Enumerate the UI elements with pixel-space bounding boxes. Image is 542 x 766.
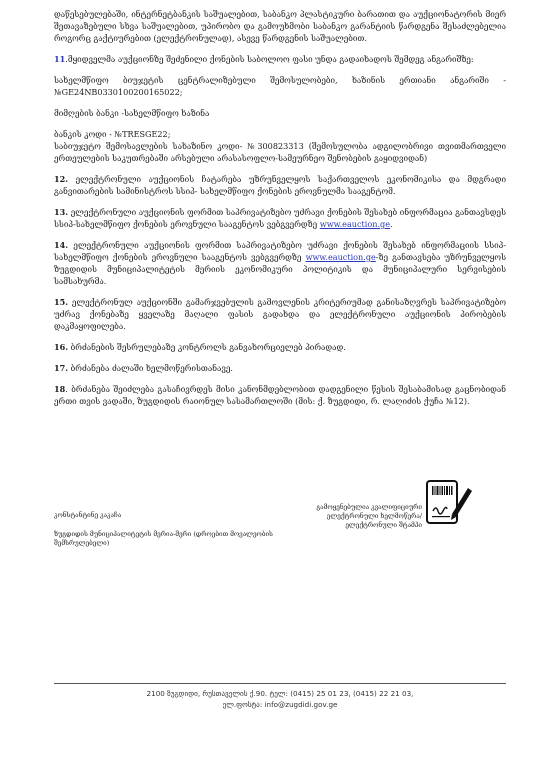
signer-position: ზუგდიდის მუნიციპალიტეტის მერია-მერი (დროებით მოვალეობის შემსრულებელი): [54, 530, 273, 547]
clause-text-end: -ზე განთავსება უზრუნველყოს ზუგდიდის მუნიციპალიტეტის მერიის ეკონომიკური პოლიტიკის და მუნიციპალური სერვისების სამსახურმა.: [54, 252, 506, 286]
document-body: [54, 0, 506, 407]
clause-number: 16.: [54, 342, 69, 352]
clause-17: [54, 362, 506, 374]
clause-number: 15.: [54, 297, 69, 307]
clause-11: [54, 53, 506, 65]
footer-divider: [54, 683, 506, 684]
clause-text: ელექტრონული აუქციონის ფორმით საპრივატიზებო უძრავი ქონების შესახებ ინფორმაციის სსიპ-სახელმწიფო ქონების ეროვნული სააგენტოს ვებგვერდზე: [54, 240, 506, 262]
footer: [54, 688, 506, 710]
eauction-link[interactable]: www.eauction.ge: [305, 252, 376, 262]
signer-name: კონსტანტინე კაკაჩა: [54, 511, 122, 519]
clause-18: [54, 383, 506, 407]
receiving-bank: მიმღების ბანკი -სახელმწიფო ხაზინა: [54, 108, 210, 118]
footer-email: ელ.ფოსტა: info@zugdidi.gov.ge: [222, 700, 338, 709]
clause-text: ბრძანება ძალაში ხელმოწერისთანავე.: [68, 363, 233, 373]
eauction-link[interactable]: www.eauction.ge: [319, 219, 390, 229]
clause-14: [54, 239, 506, 287]
clause-number: 11: [54, 54, 66, 64]
clause-number: 17.: [54, 363, 69, 373]
electronic-signature-icon: [424, 478, 474, 526]
account-line: სახელმწიფო ბიუჯეტის ცენტრალიზებული შემოსულობები, ხაზინის ერთიანი ანგარიში - №GE24NB0330100200165022;: [54, 75, 506, 97]
intro-paragraph: დაწესებულებაში, ინტერნეტბანკის საშუალებით, საბანკო პლასტიკური ბარათით და აუქციონატორის მიერ შეთავაზებული სხვა საშუალებით, უპირობო და გამოუხმობი საბანკო გარანტიის წარდგენა შესაძლებელია როგორც გაქტიურებით (ელექტრონულად), ასევე წარდგენის საშუალებით.: [54, 9, 506, 43]
clause-text: ბრძანების შესრულებაზე კონტროლს განვახორციელებ პირადად.: [68, 342, 346, 352]
clause-text: ელექტრონულ აუქციონში გამარჯვებულის გამოვლენის კრიტერიუმად განისაზღვრეს საპრივატიზებო უძრავ ქონებაზე ყველაზე მაღალი ფასის გადახდა და ელექტრონული აუქციონის პირობების დაკმაყოფილება.: [54, 297, 506, 331]
clause-15: [54, 296, 506, 332]
clause-number: 12.: [54, 174, 69, 184]
footer-address: 2100 ზუგდიდი, რუსთაველის ქ.90. ტელ: (0415) 25 01 23, (0415) 22 21 03,: [146, 689, 414, 698]
clause-text: .მყიდველმა აუქციონზე შეძენილი ქონების საბოლოო ფასი უნდა გადაიხადოს შემდეგ ანგარიშზე:: [65, 54, 474, 64]
bank-code: ბანკის კოდი - №TRESGE22;: [54, 129, 171, 139]
clause-text-end: .: [390, 219, 393, 229]
clause-12: [54, 173, 506, 197]
qualified-signature-note: გამოყენებულია კვალიფიციური ელექტრონული ხელმოწერა/ ელექტრონული შტამპი: [316, 503, 422, 529]
clause-number: 18: [54, 384, 66, 394]
clause-text: . ბრძანება შეიძლება გასაჩივრდეს მისი კანონმდებლობით დადგენილი წესის შესაბამისად გაცნობიდან ერთი თვის ვადაში, ზუგდიდის რაიონულ სასამართლოში (მის: ქ. ზუგდიდი, რ. ლაღიძის ქუჩა №12).: [54, 384, 506, 406]
clause-number: 13.: [54, 207, 69, 217]
budget-code: საბიუჯეტო შემოსავლების სახაზინო კოდი- №300823313 (შემოსულობა ადგილობრივი თვითმართველი ერთეულების საკუთრებაში არსებული არასასოფლო-სამეურნეო შენობების გაყიდვიდან): [54, 141, 506, 163]
clause-number: 14.: [54, 240, 69, 250]
clause-16: [54, 341, 506, 353]
clause-13: [54, 206, 506, 230]
clause-text: ელექტრონული აუქციონის ჩატარება უზრუნველყოს საქართველოს ეკონომიკისა და მდგრადი განვითარების სამინისტროს სსიპ- სახელმწიფო ქონების ეროვნულმა სააგენტომ.: [54, 174, 506, 196]
clause-text: ელექტრონული აუქციონის ფორმით საპრივატიზებო უძრავი ქონების შესახებ ინფორმაცია განთავსდეს სსიპ-სახელმწიფო ქონების ეროვნული სააგენტოს ვებგვერდზე: [54, 207, 506, 229]
